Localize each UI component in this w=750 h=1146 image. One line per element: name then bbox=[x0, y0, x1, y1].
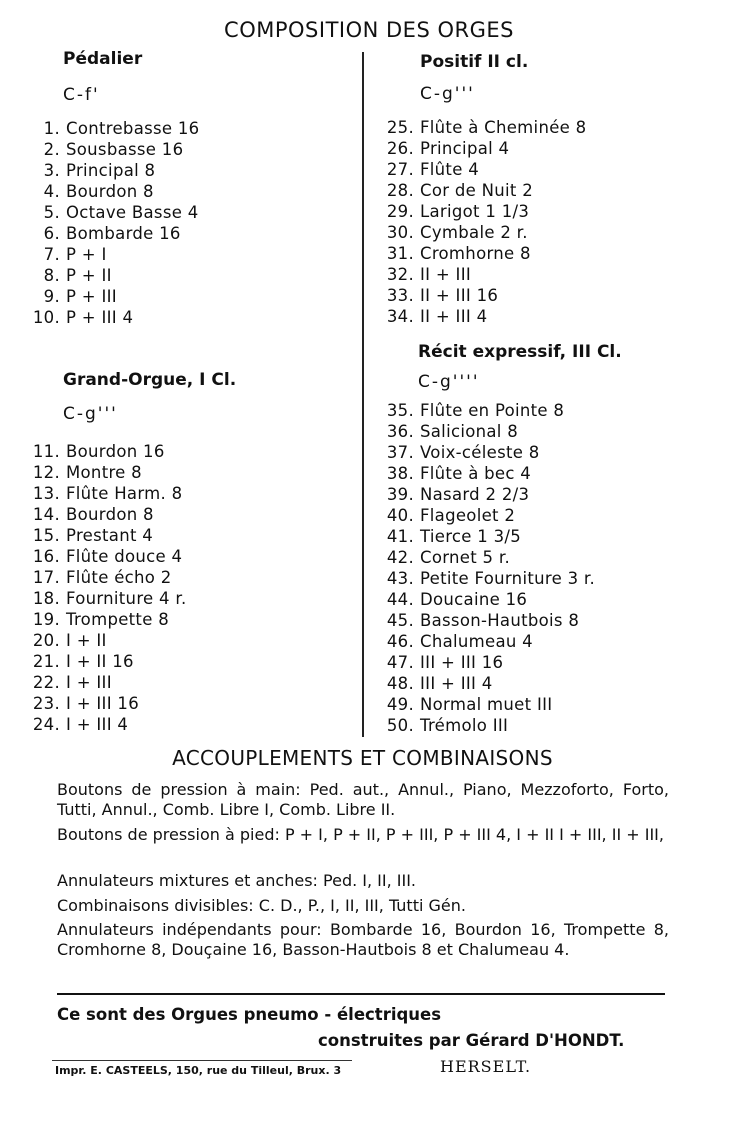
stop-name: Flûte écho 2 bbox=[66, 568, 172, 587]
stop-name: I + II bbox=[66, 631, 107, 650]
page-title: COMPOSITION DES ORGES bbox=[224, 18, 514, 42]
stop-name: Larigot 1 1/3 bbox=[420, 202, 530, 221]
stop-number: 38. bbox=[386, 464, 414, 483]
stop-name: Bombarde 16 bbox=[66, 224, 181, 243]
stop-name: Salicional 8 bbox=[420, 422, 518, 441]
footer-divider bbox=[57, 993, 665, 995]
stop-number: 11. bbox=[32, 442, 60, 461]
stop-item bbox=[382, 526, 595, 547]
stop-item bbox=[28, 693, 187, 714]
stop-number: 24. bbox=[32, 715, 60, 734]
stop-number: 9. bbox=[43, 287, 60, 306]
stop-name: I + III bbox=[66, 673, 112, 692]
stop-name: P + III 4 bbox=[66, 308, 134, 327]
stop-item bbox=[382, 159, 586, 180]
stop-item bbox=[382, 306, 586, 327]
stop-name: Flûte à bec 4 bbox=[420, 464, 532, 483]
stop-name: Petite Fourniture 3 r. bbox=[420, 569, 596, 588]
grand-orgue-range: C-g''' bbox=[63, 404, 118, 424]
stop-name: Cromhorne 8 bbox=[420, 244, 531, 263]
column-divider bbox=[362, 52, 364, 737]
stop-number: 32. bbox=[386, 265, 414, 284]
stop-item bbox=[28, 504, 187, 525]
stop-number: 2. bbox=[43, 140, 60, 159]
stop-item bbox=[28, 139, 200, 160]
stop-number: 25. bbox=[386, 118, 414, 137]
stop-item bbox=[28, 441, 187, 462]
stop-item bbox=[382, 264, 586, 285]
stop-name: Chalumeau 4 bbox=[420, 632, 533, 651]
stop-name: Principal 8 bbox=[66, 161, 156, 180]
stop-item bbox=[28, 651, 187, 672]
stop-name: Principal 4 bbox=[420, 139, 510, 158]
stop-item bbox=[28, 160, 200, 181]
stop-number: 31. bbox=[386, 244, 414, 263]
stop-item bbox=[28, 630, 187, 651]
stop-number: 49. bbox=[386, 695, 414, 714]
stop-item bbox=[382, 222, 586, 243]
stop-name: Contrebasse 16 bbox=[66, 119, 200, 138]
stop-name: P + III bbox=[66, 287, 117, 306]
stop-number: 50. bbox=[386, 716, 414, 735]
stop-name: P + I bbox=[66, 245, 107, 264]
stop-number: 40. bbox=[386, 506, 414, 525]
printer-credit: Impr. E. CASTEELS, 150, rue du Tilleul, Brux. 3 bbox=[55, 1064, 342, 1077]
stop-item bbox=[382, 631, 595, 652]
stop-number: 4. bbox=[43, 182, 60, 201]
stop-number: 13. bbox=[32, 484, 60, 503]
stop-number: 37. bbox=[386, 443, 414, 462]
stop-name: Nasard 2 2/3 bbox=[420, 485, 530, 504]
stop-item bbox=[28, 609, 187, 630]
stop-name: Octave Basse 4 bbox=[66, 203, 199, 222]
stop-number: 44. bbox=[386, 590, 414, 609]
recit-stop-list bbox=[382, 400, 595, 736]
stop-number: 14. bbox=[32, 505, 60, 524]
stop-item bbox=[382, 463, 595, 484]
stop-number: 10. bbox=[32, 308, 60, 327]
stop-item bbox=[28, 567, 187, 588]
stop-number: 34. bbox=[386, 307, 414, 326]
stop-item bbox=[28, 244, 200, 265]
stop-name: Tierce 1 3/5 bbox=[420, 527, 522, 546]
stop-number: 35. bbox=[386, 401, 414, 420]
stop-item bbox=[382, 442, 595, 463]
stop-item bbox=[28, 672, 187, 693]
pedalier-heading: Pédalier bbox=[63, 49, 143, 69]
stop-item bbox=[382, 673, 595, 694]
paragraph-boutons-pied: Boutons de pression à pied: P + I, P + II, P + III, P + III 4, I + II I + III, II + III, bbox=[57, 825, 664, 844]
stop-name: III + III 16 bbox=[420, 653, 504, 672]
pedalier-range: C-f' bbox=[63, 85, 100, 105]
stop-number: 17. bbox=[32, 568, 60, 587]
grand-orgue-heading: Grand-Orgue, I Cl. bbox=[63, 370, 237, 390]
stop-name: I + III 16 bbox=[66, 694, 140, 713]
recit-heading: Récit expressif, III Cl. bbox=[418, 342, 622, 362]
stop-name: II + III 4 bbox=[420, 307, 488, 326]
stop-item bbox=[28, 483, 187, 504]
stop-name: Fourniture 4 r. bbox=[66, 589, 187, 608]
stop-name: II + III bbox=[420, 265, 472, 284]
stop-name: Cor de Nuit 2 bbox=[420, 181, 534, 200]
stop-item bbox=[28, 118, 200, 139]
stop-item bbox=[382, 568, 595, 589]
stop-name: Trompette 8 bbox=[66, 610, 170, 629]
stop-item bbox=[382, 243, 586, 264]
accouplements-title: ACCOUPLEMENTS ET COMBINAISONS bbox=[172, 746, 553, 770]
positif-stop-list bbox=[382, 117, 586, 327]
stop-item bbox=[28, 525, 187, 546]
footer-line-1: Ce sont des Orgues pneumo - électriques bbox=[57, 1005, 442, 1024]
stop-item bbox=[28, 462, 187, 483]
stop-name: Flûte 4 bbox=[420, 160, 479, 179]
pedalier-stop-list bbox=[28, 118, 200, 328]
stop-name: Normal muet III bbox=[420, 695, 553, 714]
stop-number: 36. bbox=[386, 422, 414, 441]
stop-name: Cymbale 2 r. bbox=[420, 223, 528, 242]
stop-number: 29. bbox=[386, 202, 414, 221]
printer-rule bbox=[52, 1060, 352, 1061]
stop-item bbox=[382, 484, 595, 505]
stop-name: Prestant 4 bbox=[66, 526, 154, 545]
recit-range: C-g'''' bbox=[418, 372, 480, 392]
stop-number: 1. bbox=[43, 119, 60, 138]
stop-number: 48. bbox=[386, 674, 414, 693]
stop-item bbox=[382, 400, 595, 421]
stop-item bbox=[28, 588, 187, 609]
stop-item bbox=[28, 714, 187, 735]
stop-item bbox=[28, 202, 200, 223]
stop-name: Trémolo III bbox=[420, 716, 509, 735]
stop-number: 41. bbox=[386, 527, 414, 546]
stop-item bbox=[28, 265, 200, 286]
stop-name: Cornet 5 r. bbox=[420, 548, 510, 567]
stop-number: 46. bbox=[386, 632, 414, 651]
stop-name: Flûte douce 4 bbox=[66, 547, 183, 566]
stop-number: 39. bbox=[386, 485, 414, 504]
stop-name: I + II 16 bbox=[66, 652, 134, 671]
stop-number: 26. bbox=[386, 139, 414, 158]
stop-number: 12. bbox=[32, 463, 60, 482]
stop-name: Flûte à Cheminée 8 bbox=[420, 118, 587, 137]
stop-item bbox=[28, 546, 187, 567]
stop-name: Voix-céleste 8 bbox=[420, 443, 540, 462]
positif-heading: Positif II cl. bbox=[420, 52, 529, 72]
stop-name: II + III 16 bbox=[420, 286, 499, 305]
stop-number: 16. bbox=[32, 547, 60, 566]
stop-number: 43. bbox=[386, 569, 414, 588]
stop-item bbox=[382, 610, 595, 631]
paragraph-boutons-main: Boutons de pression à main: Ped. aut., Annul., Piano, Mezzoforto, Forto, Tutti, Annul., Comb. Libre I, Comb. Libre II. bbox=[57, 780, 669, 819]
stop-name: Bourdon 8 bbox=[66, 182, 154, 201]
stop-name: Doucaine 16 bbox=[420, 590, 528, 609]
stop-item bbox=[382, 138, 586, 159]
stop-item bbox=[28, 286, 200, 307]
footer-line-2: construites par Gérard D'HONDT. bbox=[318, 1031, 625, 1050]
town-name: HERSELT. bbox=[440, 1057, 532, 1076]
stop-name: Basson-Hautbois 8 bbox=[420, 611, 580, 630]
stop-number: 6. bbox=[43, 224, 60, 243]
stop-item bbox=[382, 547, 595, 568]
stop-number: 8. bbox=[43, 266, 60, 285]
stop-item bbox=[28, 223, 200, 244]
stop-name: Flûte en Pointe 8 bbox=[420, 401, 565, 420]
stop-item bbox=[382, 201, 586, 222]
stop-number: 7. bbox=[43, 245, 60, 264]
stop-number: 15. bbox=[32, 526, 60, 545]
stop-number: 42. bbox=[386, 548, 414, 567]
stop-name: I + III 4 bbox=[66, 715, 129, 734]
stop-item bbox=[28, 307, 200, 328]
stop-number: 18. bbox=[32, 589, 60, 608]
stop-item bbox=[382, 285, 586, 306]
stop-item bbox=[382, 652, 595, 673]
stop-number: 3. bbox=[43, 161, 60, 180]
stop-number: 19. bbox=[32, 610, 60, 629]
stop-number: 47. bbox=[386, 653, 414, 672]
stop-item bbox=[382, 589, 595, 610]
stop-number: 30. bbox=[386, 223, 414, 242]
stop-name: Montre 8 bbox=[66, 463, 142, 482]
paragraph-annulateurs-independants: Annulateurs indépendants pour: Bombarde 16, Bourdon 16, Trompette 8, Cromhorne 8, Douçaine 16, Basson-Hautbois 8 et Chalumeau 4. bbox=[57, 920, 669, 959]
stop-number: 21. bbox=[32, 652, 60, 671]
stop-name: Bourdon 16 bbox=[66, 442, 165, 461]
stop-number: 27. bbox=[386, 160, 414, 179]
stop-name: Sousbasse 16 bbox=[66, 140, 184, 159]
stop-name: P + II bbox=[66, 266, 112, 285]
stop-number: 33. bbox=[386, 286, 414, 305]
stop-number: 45. bbox=[386, 611, 414, 630]
paragraph-annulateurs: Annulateurs mixtures et anches: Ped. I, II, III. bbox=[57, 871, 417, 890]
stop-item bbox=[28, 181, 200, 202]
stop-item bbox=[382, 715, 595, 736]
stop-name: Bourdon 8 bbox=[66, 505, 154, 524]
stop-item bbox=[382, 421, 595, 442]
grand-orgue-stop-list bbox=[28, 441, 187, 735]
stop-item bbox=[382, 505, 595, 526]
stop-item bbox=[382, 694, 595, 715]
stop-number: 22. bbox=[32, 673, 60, 692]
paragraph-combinaisons: Combinaisons divisibles: C. D., P., I, II, III, Tutti Gén. bbox=[57, 896, 466, 915]
stop-name: III + III 4 bbox=[420, 674, 493, 693]
stop-number: 5. bbox=[43, 203, 60, 222]
positif-range: C-g''' bbox=[420, 84, 475, 104]
stop-item bbox=[382, 117, 586, 138]
stop-number: 28. bbox=[386, 181, 414, 200]
stop-name: Flageolet 2 bbox=[420, 506, 516, 525]
stop-number: 23. bbox=[32, 694, 60, 713]
stop-item bbox=[382, 180, 586, 201]
stop-name: Flûte Harm. 8 bbox=[66, 484, 183, 503]
stop-number: 20. bbox=[32, 631, 60, 650]
